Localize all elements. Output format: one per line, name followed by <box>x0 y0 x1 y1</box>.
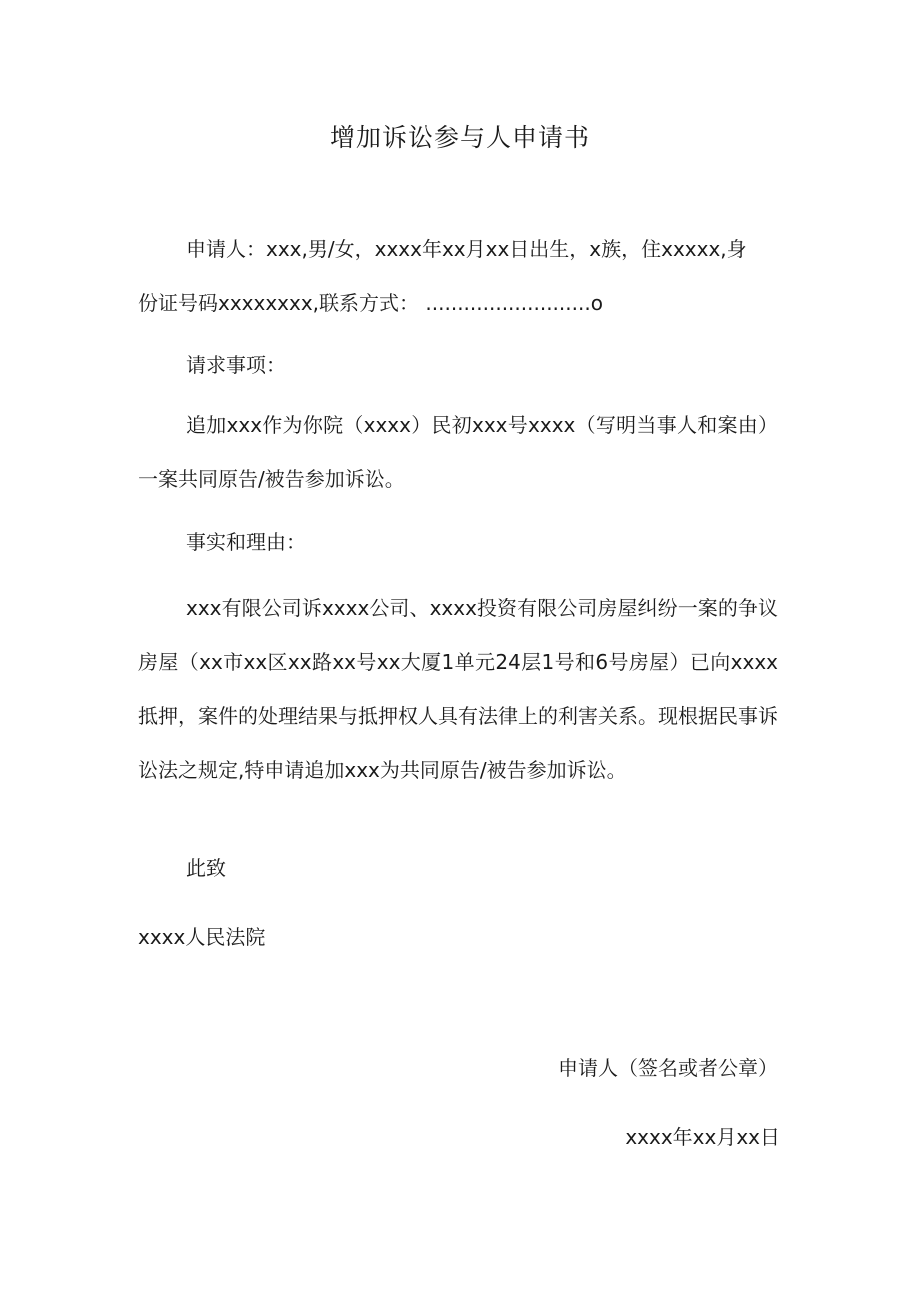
document-title: 增加诉讼参与人申请书 <box>329 123 590 152</box>
signature-line: 申请人（签名或者公章） <box>558 1056 778 1080</box>
facts-heading: 事实和理由： <box>186 530 306 554</box>
request-heading: 请求事项： <box>186 353 286 377</box>
request-body: 追加xxx作为你院（xxxx）民初xxx号xxxx（写明当事人和案由）一案共同原告/被告参加诉讼。 <box>138 413 778 491</box>
closing-salutation: 此致 <box>186 856 226 880</box>
applicant-info-line-2: 份证号码xxxxxxxx,联系方式： ..........................o <box>138 291 603 315</box>
date-line: xxxx年xx月xx日 <box>625 1125 780 1149</box>
applicant-info-line-1: 申请人：xxx,男/女，xxxx年xx月xx日出生，x族，住xxxxx,身 <box>186 237 747 261</box>
applicant-info <box>138 222 778 330</box>
court-name: xxxx人民法院 <box>138 925 266 949</box>
facts-body: xxx有限公司诉xxxx公司、xxxx投资有限公司房屋纠纷一案的争议房屋（xx市xx区xx路xx号xx大厦1单元24层1号和6号房屋）已向xxxx抵押，案件的处理结果与抵押权人具有法律上的利害关系。现根据民事诉讼法之规定,特申请追加xxx为共同原告/被告参加诉讼。 <box>138 596 778 782</box>
